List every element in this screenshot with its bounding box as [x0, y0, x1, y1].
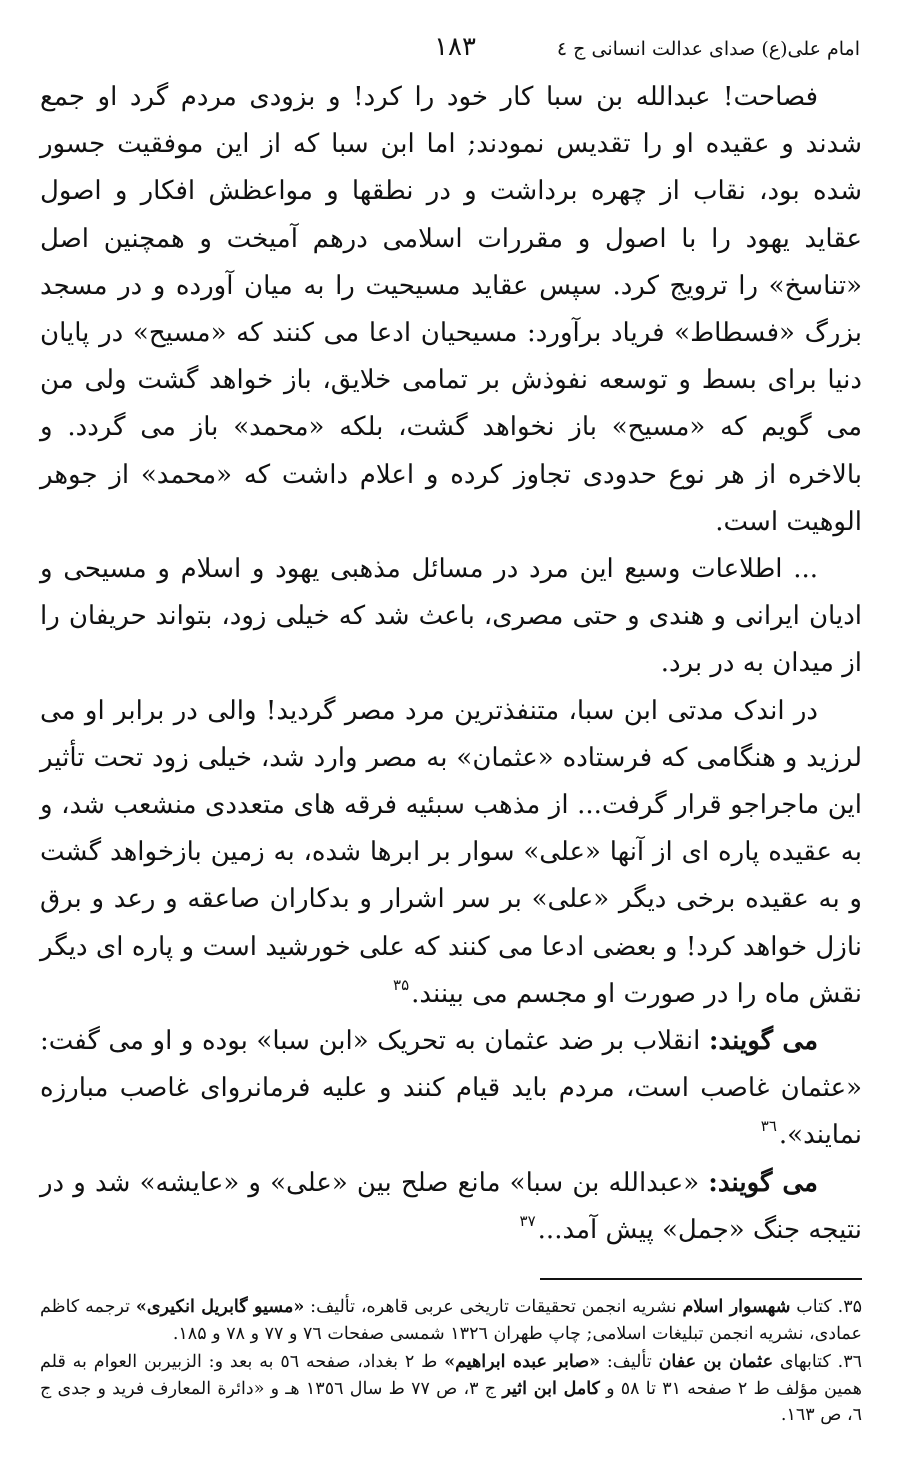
paragraph-4 — [40, 1018, 862, 1160]
footnotes — [40, 1294, 862, 1431]
footnote-35-text-b: نشریه انجمن تحقیقات تاریخی عربی قاهره، تألیف: — [304, 1297, 683, 1317]
footnote-35-author: «مسیو گابریل انکیری» — [135, 1297, 305, 1317]
paragraph-5-text: «عبدالله بن سبا» مانع صلح بین «علی» و «عایشه» شد و در نتیجه جنگ «جمل» پیش آمد... — [40, 1167, 862, 1245]
footnote-36-text-c: ط ۲ بغداد، صفحه ٥٦ به بعد و: الزبیربن العوام به قلم همین مؤلف ط ۲ صفحه ۳۱ تا ٥۸ و — [40, 1352, 863, 1399]
footnote-36-text-a: کتابهای — [773, 1352, 831, 1372]
footnote-35-text-a: کتاب — [790, 1297, 832, 1317]
running-title: امام علی(ع) صدای عدالت انسانی ج ٤ — [556, 38, 860, 60]
footnote-ref-37: ۳۷ — [519, 1211, 536, 1230]
paragraph-4-lead: می گویند: — [708, 1026, 818, 1057]
footnote-ref-35: ۳۵ — [393, 975, 410, 994]
paragraph-2: ... اطلاعات وسیع این مرد در مسائل مذهبی یهود و اسلام و مسیحی و ادیان ایرانی و هندی و حتی مصری، باعث شد که خیلی زود، بتواند حریفان را از میدان به در برد. — [40, 554, 862, 679]
footnote-36-author: «صابر عبده ابراهیم» — [444, 1352, 601, 1372]
footnote-36-book-title-2: کامل ابن اثیر — [502, 1378, 600, 1399]
footnote-35-text-c: ترجمه کاظم عمادی، نشریه انجمن تبلیغات اسلامی; چاپ طهران ۱۳۲٦ شمسی صفحات ۷٦ و ۷۷ و ۷۸ و ۱۸۵. — [40, 1297, 862, 1344]
book-page — [40, 30, 863, 1425]
footnote-36-text-d: ج ۳، ص ۷۷ ط سال ۱۳٥٦ هـ و «دائرة المعارف فرید و جدی ج ٦، ص ۱٦۳. — [40, 1378, 862, 1425]
footnote-36-number: ۳٦. — [830, 1352, 863, 1372]
footnote-35 — [40, 1294, 862, 1347]
paragraph-5-lead: می گویند: — [708, 1167, 818, 1198]
footnote-36-book-title: عثمان بن عفان — [658, 1352, 774, 1372]
footnote-36-text-b: تألیف: — [600, 1352, 659, 1372]
paragraph-3-text: در اندک مدتی ابن سبا، متنفذترین مرد مصر گردید! والی در برابر او می لرزید و هنگامی که فرستاده «عثمان» به مصر وارد شد، خیلی زود تحت تأثیر این ماجراجو قرار گرفت... از مذهب سبئیه فرقه های متعددی منشعب شد، و به عقیده پاره ای از آنها «علی» سوار بر ابرها شده، به زمین بازخواهد گشت و به عقیده برخی دیگر «علی» بر سر اشرار و بدکاران صاعقه و رعد و برق نازل خواهد کرد! و بعضی ادعا می کنند که علی خورشید است و پاره ای دیگر نقش ماه را در صورت او مجسم می بینند. — [40, 695, 862, 1009]
page-number: ۱۸۳ — [434, 32, 476, 62]
paragraph-3 — [40, 688, 862, 1018]
footnote-35-number: ۳۵. — [831, 1297, 863, 1317]
paragraph-5 — [40, 1160, 862, 1254]
footnote-36 — [40, 1349, 862, 1429]
footnote-35-book-title: شهسوار اسلام — [682, 1297, 791, 1317]
footnote-separator — [540, 1278, 862, 1280]
page-header — [40, 30, 862, 74]
paragraph-4-text: انقلاب بر ضد عثمان به تحریک «ابن سبا» بوده و او می گفت: «عثمان غاصب است، مردم باید قیام کنند و علیه فرمانروای غاصب مبارزه نمایند». — [40, 1026, 862, 1151]
paragraph-1: فصاحت! عبدالله بن سبا کار خود را کرد! و بزودی مردم گرد او جمع شدند و عقیده او را تقدیس نمودند; اما ابن سبا که از این موفقیت جسور شده بود، نقاب از چهره برداشت و در نطقها و مواعظش افکار و اصول عقاید یهود را با اصول و مقررات اسلامی درهم آمیخت و همچنین اصل «تناسخ» را ترویج کرد. سپس عقاید مسیحیت را به میان آورده و در مسجد بزرگ «فسطاط» فریاد برآورد: مسیحیان ادعا می کنند که «مسیح» در پایان دنیا برای بسط و توسعه نفوذش بر تمامی خلایق، باز خواهد گشت ولی من می گویم که «مسیح» باز نخواهد گشت، بلکه «محمد» باز می گردد. و بالاخره از هر نوع حدودی تجاوز کرده و اعلام داشت که «محمد» از جوهر الوهیت است. — [40, 82, 863, 537]
footnote-ref-36: ۳٦ — [760, 1117, 777, 1136]
body-text — [40, 74, 862, 1254]
